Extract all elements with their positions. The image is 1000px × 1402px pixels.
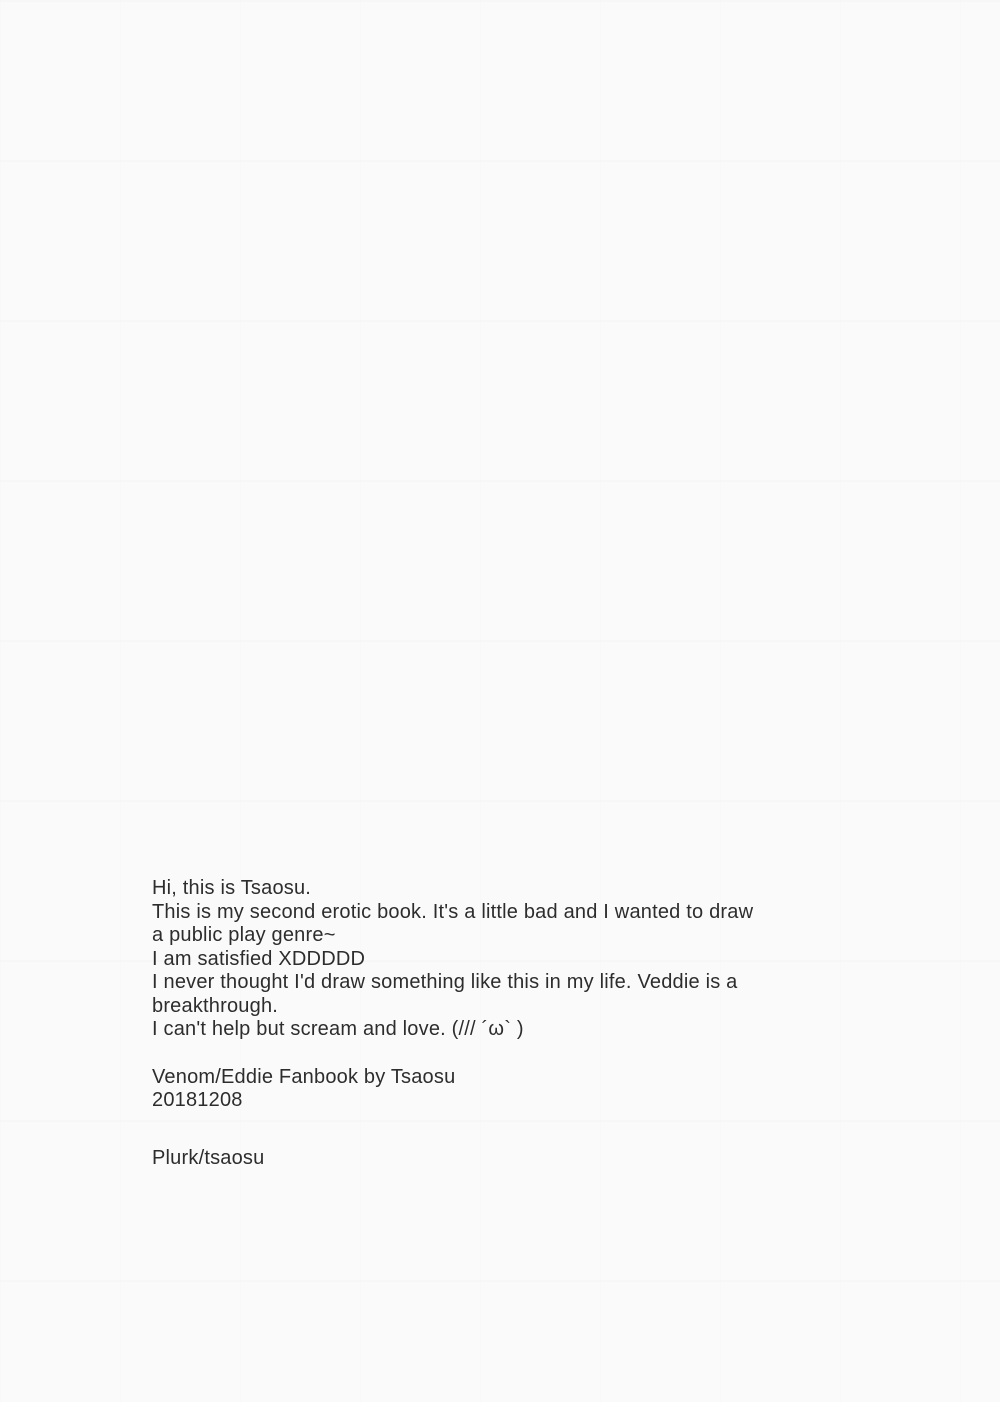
afterword-text-block [152, 877, 852, 1170]
afterword-message-paragraph [152, 877, 852, 1042]
afterword-line-6: breakthrough. [152, 994, 279, 1017]
afterword-line-2: This is my second erotic book. It's a little bad and I wanted to draw [152, 900, 754, 923]
afterword-line-5: I never thought I'd draw something like this in my life. Veddie is a [152, 971, 738, 993]
fanbook-credit-date: 20181208 [152, 1089, 243, 1111]
credit-paragraph [152, 1066, 852, 1113]
afterword-line-3: a public play genre~ [152, 924, 336, 946]
plurk-handle: Plurk/tsaosu [152, 1146, 265, 1169]
afterword-line-emoticon: I can't help but scream and love. (/// ´ω` ) [152, 1018, 524, 1040]
contact-paragraph [152, 1147, 852, 1171]
afterword-line-4: I am satisfied XDDDDD [152, 947, 366, 970]
fanbook-credit-title: Venom/Eddie Fanbook by Tsaosu [152, 1065, 456, 1088]
afterword-line-greeting: Hi, this is Tsaosu. [152, 877, 312, 899]
